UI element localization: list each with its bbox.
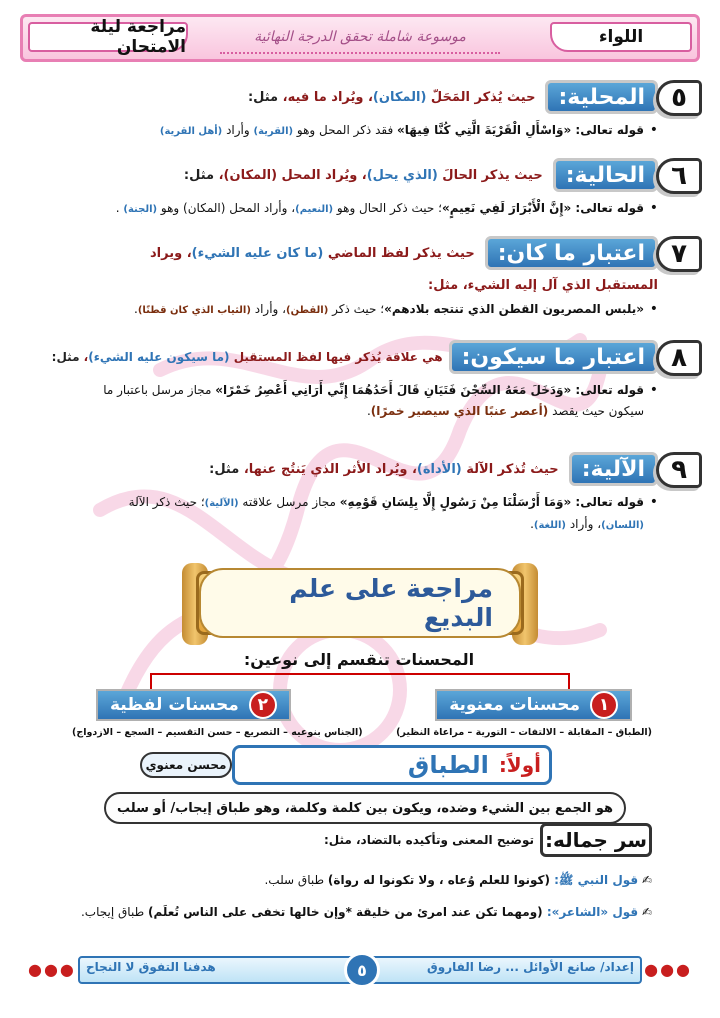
pencil-icon: ✍ xyxy=(638,905,652,919)
banner-box xyxy=(196,571,524,635)
section-desc: هي علاقة يُذكر فيها لفظ المستقبل (ما سيكون عليه الشيء)، مثل: xyxy=(51,350,443,364)
category-1-items: (الطباق – المقابلة – الالتفات – التورية – مراعاة النظير) xyxy=(396,727,652,738)
page-header xyxy=(20,14,700,62)
header-right-tab: مراجعة ليلة الامتحان xyxy=(28,22,188,52)
section-example: • قوله تعالى: «وَمَا أَرْسَلْنَا مِنْ رَسُولٍ إِلَّا بِلِسَانِ قَوْمِهِ» مجاز مرسل علاقته (الآلية)؛ حيث ذكر الآلة (اللسان)، وأراد (اللغة). xyxy=(40,492,658,536)
section-number: ٩ xyxy=(656,452,702,488)
topic-label: أولاً: xyxy=(498,753,541,777)
section-title: اعتبار ما كان: xyxy=(485,236,658,270)
category-number: ١ xyxy=(590,691,618,719)
decor-dots-right: ●●● xyxy=(644,960,692,979)
division-heading: المحسنات تنقسم إلى نوعين: xyxy=(243,650,475,669)
definition-box: هو الجمع بين الشيء وضده، ويكون بين كلمة وكلمة، وهو طباق إيجاب/ أو سلب xyxy=(104,792,626,824)
section-desc: حيث يذكر الحالَ (الذي يحل)، ويُراد المحل (المكان)، مثل: xyxy=(183,167,543,183)
pencil-icon: ✍ xyxy=(638,873,652,887)
footer-author: إعداد/ صانع الأوائل ... رضا الفاروق xyxy=(427,960,634,974)
example-2: ✍ قول «الشاعر»: (ومهما تكن عند امرئ من خليقة *وإن خالها تخفى على الناس تُعلَم) طباق إيجاب. xyxy=(80,905,652,919)
section-9 xyxy=(40,452,687,536)
section-desc: حيث يُذكر المَحَلّ (المكان)، ويُراد ما فيه، مثل: xyxy=(247,89,536,105)
section-8 xyxy=(40,340,687,422)
category-1 xyxy=(435,689,632,721)
section-title: الحالية: xyxy=(553,158,658,192)
example-1: ✍ قول النبي ﷺ: (كونوا للعلم وُعاه ، ولا تكونوا له رواة) طباق سلب. xyxy=(264,873,652,887)
topic-heading xyxy=(232,745,552,785)
section-5 xyxy=(40,80,687,142)
topic-title: الطباق xyxy=(407,751,489,779)
brand-title: اللواء xyxy=(550,22,692,52)
section-number: ٧ xyxy=(656,236,702,272)
topic-tag: محسن معنوي xyxy=(140,752,232,778)
section-number: ٥ xyxy=(656,80,702,116)
section-number: ٦ xyxy=(656,158,702,194)
section-desc-line2: المستقبل الذي آل إليه الشيء، مثل: xyxy=(428,278,658,293)
category-number: ٢ xyxy=(249,691,277,719)
beauty-secret-desc: توضيح المعنى وتأكيده بالتضاد، مثل: xyxy=(323,833,534,847)
page-footer xyxy=(22,948,698,992)
decor-dots-left: ●●● xyxy=(28,960,76,979)
section-example: • قوله تعالى: «وَاسْأَلِ الْقَرْيَةَ الَّتِي كُنَّا فِيهَا» فقد ذكر المحل وهو (القرية) وأراد (أهل القرية) xyxy=(40,120,658,142)
banner-title: مراجعة على علم البديع xyxy=(199,568,521,638)
section-title: اعتبار ما سيكون: xyxy=(449,340,658,374)
section-banner xyxy=(182,563,538,645)
footer-slogan: هدفنا التفوق لا النجاح xyxy=(86,960,216,974)
section-6 xyxy=(40,158,687,220)
section-title: الآلية: xyxy=(569,452,658,486)
section-example: • قوله تعالى: «وَدَخَلَ مَعَهُ السِّجْنَ فَتَيَانِ قَالَ أَحَدُهُمَا إِنِّي أَرَانِي أَعْصِرُ خَمْرًا» مجاز مرسل باعتبار ما سيكون حيث يقصد (أعصر عنبًا الذي سيصير خمرًا). xyxy=(40,380,658,422)
section-example: • «يلبس المصريون القطن الذي تنتجه بلادهم»؛ حيث ذكر (القطن)، وأراد (الثياب الذي كان قطنًا). xyxy=(40,299,658,321)
category-2 xyxy=(96,689,291,721)
category-label: محسنات معنوية xyxy=(449,695,580,715)
section-title: المحلية: xyxy=(545,80,658,114)
section-number: ٨ xyxy=(656,340,702,376)
category-label: محسنات لفظية xyxy=(110,695,239,715)
beauty-secret-label: سر جماله: xyxy=(540,823,652,857)
page-number: ٥ xyxy=(344,952,380,988)
category-2-items: (الجناس بنوعيه – التصريع – حسن التقسيم – السجع – الازدواج) xyxy=(72,727,363,738)
section-example: • قوله تعالى: «إِنَّ الْأَبْرَارَ لَفِي نَعِيمٍ»؛ حيث ذكر الحال وهو (النعيم)، وأراد المحل (المكان) وهو (الجنة) . xyxy=(40,198,658,220)
section-7 xyxy=(40,236,687,321)
section-desc: حيث يذكر لفظ الماضي (ما كان عليه الشيء)، ويراد xyxy=(150,245,475,261)
section-desc: حيث تُذكر الآلة (الأداة)، ويُراد الأثر الذي يَنتُج عنها، مثل: xyxy=(209,461,559,477)
header-subtitle: موسوعة شاملة تحقق الدرجة النهائية xyxy=(220,22,500,54)
